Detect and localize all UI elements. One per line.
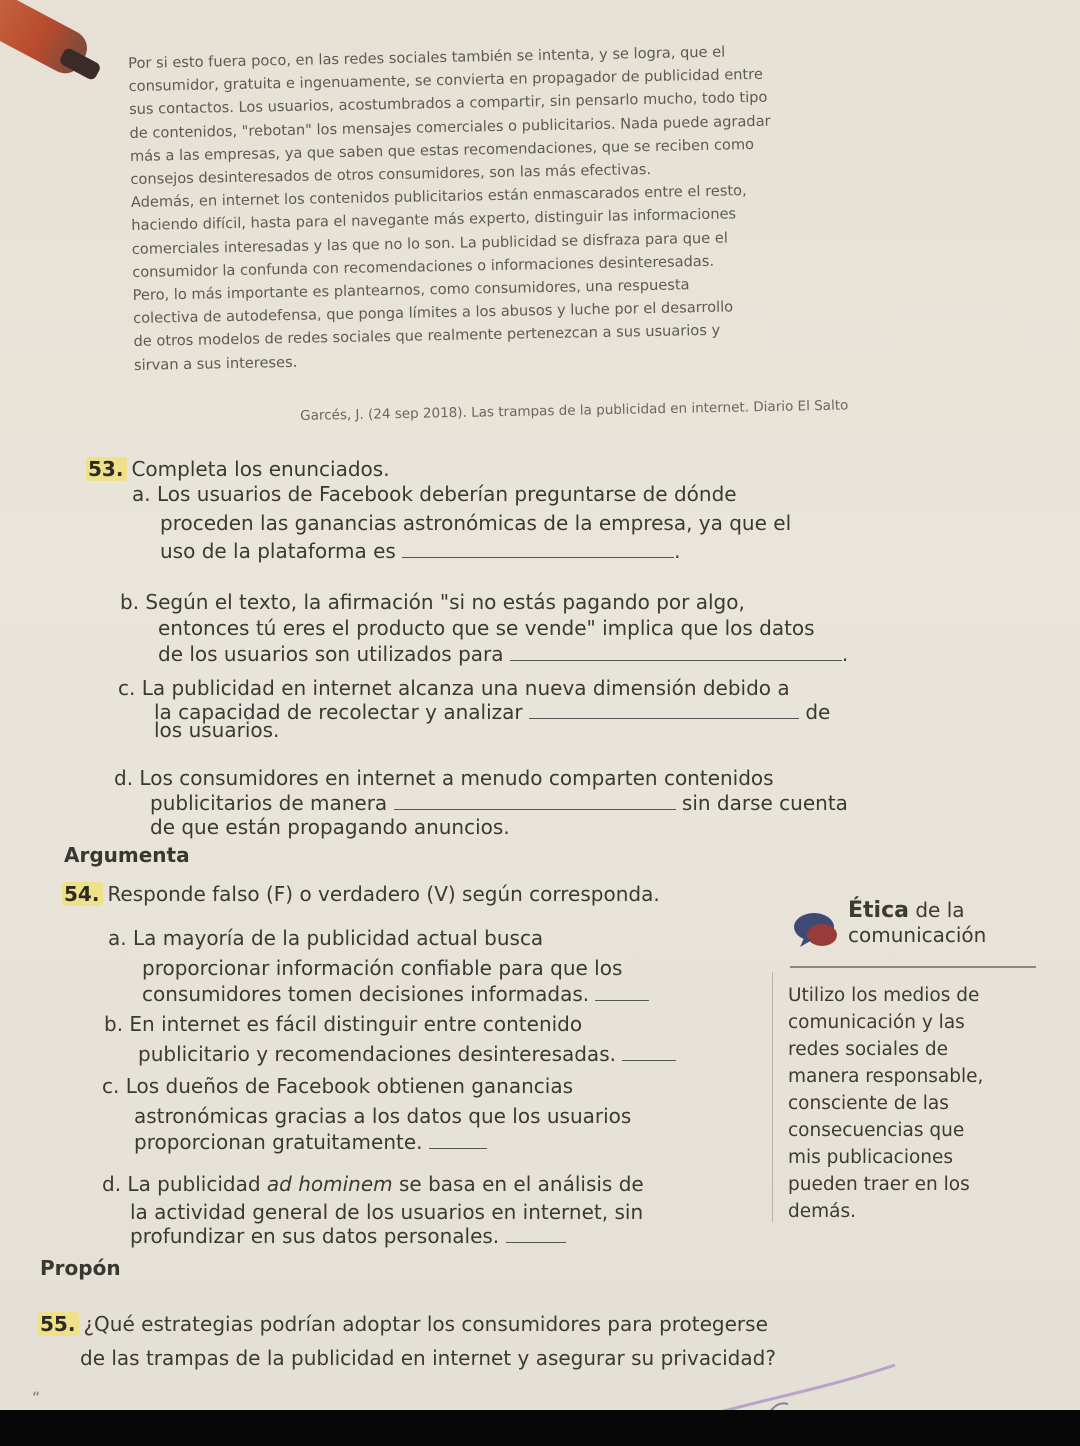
ex53-item-d bbox=[114, 766, 774, 790]
exercise-54-title bbox=[62, 882, 660, 906]
answer-blank[interactable] bbox=[506, 1228, 566, 1243]
sidebar-title-bold: Ética bbox=[848, 898, 909, 923]
sidebar-line: mis publicaciones bbox=[788, 1147, 954, 1168]
item-text: profundizar en sus datos personales. bbox=[130, 1224, 500, 1248]
reading-line: consumidor, gratuita e ingenuamente, se convierta en propagador de publicidad entre bbox=[128, 66, 764, 96]
item-period: . bbox=[674, 539, 681, 563]
item-text: se basa en el análisis de bbox=[392, 1172, 644, 1196]
sidebar-line: pueden traer en los bbox=[788, 1174, 970, 1195]
reading-line: consumidor la confunda con recomendaciones o informaciones desinteresadas. bbox=[132, 252, 715, 281]
item-letter: d. bbox=[114, 766, 134, 790]
answer-blank[interactable] bbox=[402, 543, 674, 558]
item-text: publicitarios de manera bbox=[150, 791, 388, 815]
item-period: . bbox=[841, 642, 849, 666]
sidebar-line: demás. bbox=[788, 1201, 857, 1222]
item-text: uso de la plataforma es bbox=[160, 539, 396, 563]
item-text: La publicidad bbox=[127, 1172, 267, 1196]
section-argumenta: Argumenta bbox=[64, 843, 190, 867]
item-text: Los usuarios de Facebook deberían preguntarse de dónde bbox=[156, 482, 737, 506]
sidebar-line: consecuencias que bbox=[788, 1120, 965, 1141]
ex53-item-c-line3: los usuarios. bbox=[154, 718, 280, 742]
sidebar-line: comunicación y las bbox=[788, 1012, 965, 1033]
bottom-black-bar bbox=[0, 1410, 1080, 1446]
answer-blank[interactable] bbox=[429, 1134, 487, 1149]
item-text: Los consumidores en internet a menudo comparten contenidos bbox=[139, 766, 774, 790]
ex54-item-b-line2 bbox=[138, 1042, 676, 1066]
pen-stroke bbox=[700, 1360, 900, 1410]
speech-bubbles-icon bbox=[792, 905, 840, 953]
exercise-55-line1 bbox=[38, 1312, 768, 1336]
item-text: Los dueños de Facebook obtienen ganancias bbox=[125, 1074, 574, 1098]
exercise-number: 55. bbox=[38, 1312, 79, 1336]
citation: Garcés, J. (24 sep 2018). Las trampas de la publicidad en internet. Diario El Salto bbox=[300, 397, 849, 424]
ex54-item-c-line2: astronómicas gracias a los datos que los usuarios bbox=[134, 1104, 632, 1128]
exercise-number: 53. bbox=[86, 457, 127, 481]
answer-blank[interactable] bbox=[595, 986, 649, 1001]
item-letter: c. bbox=[118, 676, 136, 700]
section-propon: Propón bbox=[40, 1256, 121, 1280]
ex53-item-a-line3 bbox=[160, 539, 681, 563]
ex54-item-c bbox=[102, 1074, 573, 1098]
ex54-item-d-line2: la actividad general de los usuarios en internet, sin bbox=[130, 1200, 644, 1224]
item-text: La mayoría de la publicidad actual busca bbox=[132, 926, 544, 950]
sidebar-line: consciente de las bbox=[788, 1093, 949, 1114]
reading-line: de contenidos, "rebotan" los mensajes comerciales o publicitarios. Nada puede agradar bbox=[129, 112, 771, 142]
ex54-item-a bbox=[108, 926, 543, 950]
ex53-item-b-line2: entonces tú eres el producto que se vende" implica que los datos bbox=[158, 616, 815, 640]
reading-line: Por si esto fuera poco, en las redes sociales también se intenta, y se logra, que el bbox=[128, 43, 726, 72]
sidebar-divider bbox=[790, 966, 1036, 968]
item-text: La publicidad en internet alcanza una nueva dimensión debido a bbox=[141, 676, 790, 700]
item-text: de los usuarios son utilizados para bbox=[158, 642, 504, 666]
ex54-item-d bbox=[102, 1172, 644, 1196]
item-letter: d. bbox=[102, 1172, 122, 1196]
reading-line: sus contactos. Los usuarios, acostumbrados a compartir, sin pensarlo mucho, todo tipo bbox=[128, 89, 768, 119]
answer-blank[interactable] bbox=[394, 795, 676, 810]
ex53-item-b bbox=[120, 590, 745, 614]
reading-line: consejos desinteresados de otros consumidores, son las más efectivas. bbox=[130, 160, 652, 188]
reading-line: Pero, lo más importante es plantearnos, como consumidores, una respuesta bbox=[132, 276, 690, 304]
sidebar-body bbox=[788, 982, 1028, 1225]
ex54-item-c-line3 bbox=[134, 1130, 487, 1154]
exercise-number: 54. bbox=[62, 882, 103, 906]
item-letter: b. bbox=[120, 590, 140, 614]
sidebar-line: manera responsable, bbox=[788, 1066, 984, 1087]
ex54-item-a-line2: proporcionar información confiable para que los bbox=[142, 956, 623, 980]
item-text-italic: ad hominem bbox=[266, 1172, 393, 1196]
sidebar-title-line2: comunicación bbox=[848, 923, 987, 947]
sidebar-line: Utilizo los medios de bbox=[788, 985, 980, 1006]
item-letter: a. bbox=[108, 926, 127, 950]
reading-line: Además, en internet los contenidos publicitarios están enmascarados entre el resto, bbox=[130, 182, 747, 212]
ex54-item-b bbox=[104, 1012, 582, 1036]
item-text: publicitario y recomendaciones desinteresadas. bbox=[138, 1042, 616, 1066]
exercise-title: Completa los enunciados. bbox=[131, 457, 390, 481]
exercise-55-line2: de las trampas de la publicidad en internet y asegurar su privacidad? bbox=[80, 1346, 776, 1370]
answer-blank[interactable] bbox=[510, 646, 842, 661]
reading-passage bbox=[128, 37, 924, 377]
ex53-item-c bbox=[118, 676, 790, 700]
sidebar-title bbox=[848, 898, 986, 947]
ex53-item-a-line2: proceden las ganancias astronómicas de la empresa, ya que el bbox=[160, 511, 792, 535]
item-letter: c. bbox=[102, 1074, 120, 1098]
item-letter: b. bbox=[104, 1012, 124, 1036]
answer-blank[interactable] bbox=[622, 1046, 676, 1061]
reading-line: de otros modelos de redes sociales que realmente pertenezcan a sus usuarios y bbox=[133, 322, 721, 351]
reading-line: haciendo difícil, hasta para el navegante más experto, distinguir las informaciones bbox=[131, 205, 737, 235]
answer-blank[interactable] bbox=[529, 704, 799, 719]
item-text: sin darse cuenta bbox=[681, 791, 848, 815]
item-text: de bbox=[805, 700, 831, 724]
item-letter: a. bbox=[132, 482, 151, 506]
reading-line: colectiva de autodefensa, que ponga límites a los abusos y luche por el desarrollo bbox=[132, 298, 734, 328]
item-text: proporcionan gratuitamente. bbox=[134, 1130, 423, 1154]
item-text: Según el texto, la afirmación "si no estás pagando por algo, bbox=[145, 590, 745, 614]
ex53-item-b-line3 bbox=[158, 642, 848, 666]
ex53-item-a bbox=[132, 482, 737, 506]
reading-line: sirvan a sus intereses. bbox=[133, 353, 298, 374]
item-text: En internet es fácil distinguir entre contenido bbox=[129, 1012, 583, 1036]
ex54-item-a-line3 bbox=[142, 982, 649, 1006]
ex53-item-d-line2 bbox=[150, 791, 848, 815]
ex53-item-d-line3: de que están propagando anuncios. bbox=[150, 815, 510, 839]
item-text: la capacidad de recolectar y analizar bbox=[154, 700, 523, 724]
reading-line: comerciales interesadas y las que no lo son. La publicidad se disfraza para que el bbox=[131, 229, 728, 258]
exercise-53-title bbox=[86, 457, 390, 481]
exercise-title: Responde falso (F) o verdadero (V) según corresponda. bbox=[107, 882, 660, 906]
ex54-item-d-line3 bbox=[130, 1224, 566, 1248]
exercise-title: ¿Qué estrategias podrían adoptar los consumidores para protegerse bbox=[83, 1312, 768, 1336]
sidebar-border bbox=[772, 972, 773, 1222]
reading-line: más a las empresas, ya que saben que estas recomendaciones, que se reciben como bbox=[129, 135, 755, 165]
sidebar-title-rest: de la bbox=[908, 898, 965, 922]
sidebar-line: redes sociales de bbox=[788, 1039, 948, 1060]
item-text: consumidores tomen decisiones informadas. bbox=[142, 982, 590, 1006]
handwritten-mark: “ bbox=[32, 1388, 41, 1407]
